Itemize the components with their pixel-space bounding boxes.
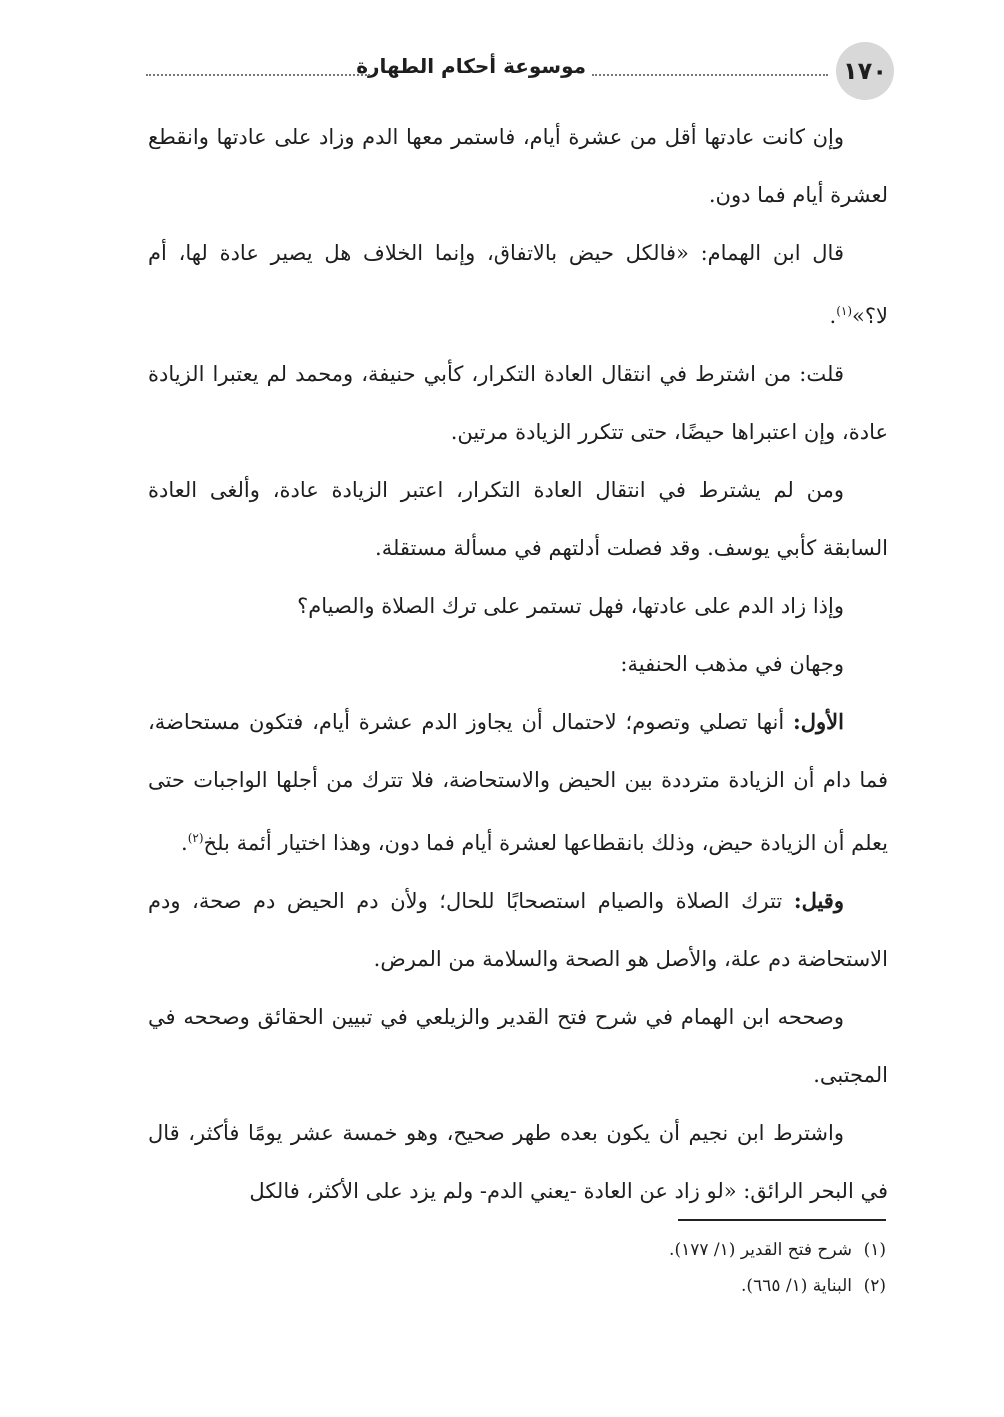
paragraph-text: وإذا زاد الدم على عادتها، فهل تستمر على ترك الصلاة والصيام؟ (297, 594, 844, 618)
footnote-separator (678, 1219, 886, 1221)
paragraph-text: ومن لم يشترط في انتقال العادة التكرار، اعتبر الزيادة عادة، وألغى العادة السابقة كأبي يوسف. وقد فصلت أدلتهم في مسألة مستقلة. (148, 478, 888, 560)
footnote-number: (٢) (863, 1276, 886, 1296)
footnote-ref: (٢) (187, 831, 204, 845)
paragraph-end: . (181, 831, 188, 855)
paragraph (148, 1104, 888, 1220)
paragraph-text: قال ابن الهمام: «فالكل حيض بالاتفاق، وإنما الخلاف هل يصير عادة لها، أم لا؟» (148, 241, 888, 328)
footnote-text: شرح فتح القدير (١/ ١٧٧). (669, 1240, 852, 1260)
paragraph-lead: وقيل: (793, 888, 844, 913)
paragraph (148, 108, 888, 224)
paragraph (148, 345, 888, 461)
book-title: موسوعة أحكام الطهارة (356, 54, 586, 78)
main-text (148, 108, 888, 1220)
paragraph (148, 988, 888, 1104)
paragraph-text: وإن كانت عادتها أقل من عشرة أيام، فاستمر معها الدم وزاد على عادتها وانقطع لعشرة أيام فما دون. (148, 125, 888, 207)
paragraph (148, 577, 888, 635)
paragraph-end: . (829, 304, 837, 328)
paragraph-text: أنها تصلي وتصوم؛ لاحتمال أن يجاوز الدم عشرة أيام، فتكون مستحاضة، فما دام أن الزيادة مترددة بين الحيض والاستحاضة، فلا تترك من أجلها الواجبات حتى يعلم أن الزيادة حيض، وذلك بانقطاعها لعشرة أيام فما دون، وهذا اختيار أئمة بلخ (148, 710, 888, 855)
footnote (286, 1268, 886, 1304)
paragraph-text: واشترط ابن نجيم أن يكون بعده طهر صحيح، وهو خمسة عشر يومًا فأكثر، قال في البحر الرائق: «لو زاد عن العادة -يعني الدم- ولم يزد على الأكثر، فالكل (148, 1121, 888, 1203)
paragraph (148, 872, 888, 988)
paragraph-text: وصححه ابن الهمام في شرح فتح القدير والزيلعي في تبيين الحقائق وصححه في المجتبى. (148, 1005, 888, 1087)
footnote-text: البناية (١/ ٦٦٥). (741, 1276, 852, 1296)
paragraph-text: تترك الصلاة والصيام استصحابًا للحال؛ ولأن دم الحيض دم صحة، ودم الاستحاضة دم علة، والأصل هو الصحة والسلامة من المرض. (148, 889, 888, 971)
footnote-number: (١) (863, 1240, 886, 1260)
page-header (146, 42, 894, 102)
footnote (286, 1232, 886, 1268)
footnote-ref: (١) (836, 304, 853, 318)
paragraph-text: قلت: من اشترط في انتقال العادة التكرار، كأبي حنيفة، ومحمد لم يعتبرا الزيادة عادة، وإن اعتبراها حيضًا، حتى تتكرر الزيادة مرتين. (148, 362, 888, 444)
paragraph-text: وجهان في مذهب الحنفية: (620, 652, 844, 676)
paragraph (148, 461, 888, 577)
footnotes (286, 1232, 886, 1304)
header-dotted-rule-left (146, 74, 370, 76)
page-number: ١٧٠ (836, 42, 894, 100)
paragraph (148, 635, 888, 693)
paragraph (148, 693, 888, 872)
paragraph-lead: الأول: (793, 709, 844, 734)
paragraph (148, 224, 888, 345)
header-dotted-rule-right (592, 74, 828, 76)
